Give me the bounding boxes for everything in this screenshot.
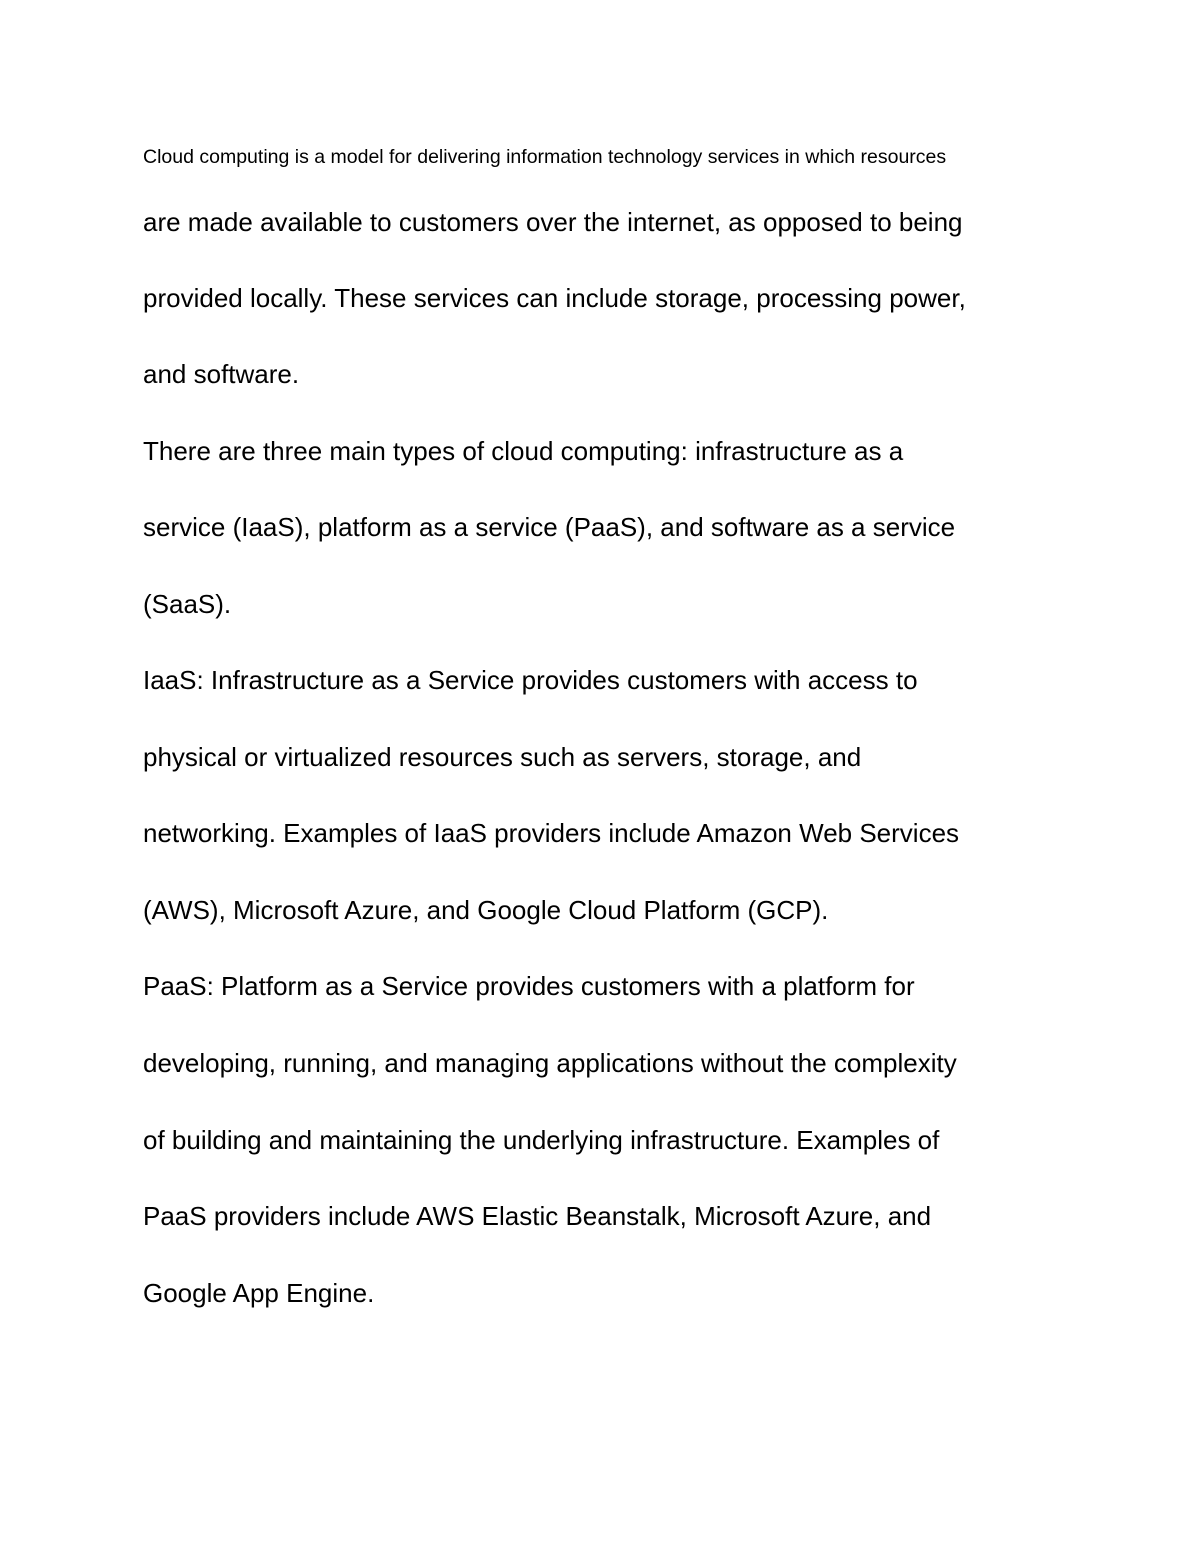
- text-line-4: and software.: [143, 359, 300, 389]
- text-line-3: provided locally. These services can include storage, processing power,: [143, 283, 966, 313]
- text-line-15: PaaS providers include AWS Elastic Beanstalk, Microsoft Azure, and: [143, 1201, 932, 1231]
- text-line-5: There are three main types of cloud computing: infrastructure as a: [143, 436, 904, 466]
- text-line-14: of building and maintaining the underlying infrastructure. Examples of: [143, 1125, 940, 1155]
- text-line-7: (SaaS).: [143, 589, 232, 619]
- text-line-11: (AWS), Microsoft Azure, and Google Cloud Platform (GCP).: [143, 895, 829, 925]
- text-line-9: physical or virtualized resources such as servers, storage, and: [143, 742, 862, 772]
- text-line-8: IaaS: Infrastructure as a Service provides customers with access to: [143, 665, 918, 695]
- text-line-12: PaaS: Platform as a Service provides customers with a platform for: [143, 971, 915, 1001]
- text-line-1: Cloud computing is a model for delivering information technology services in which resources: [143, 146, 947, 168]
- text-line-6: service (IaaS), platform as a service (PaaS), and software as a service: [143, 512, 956, 542]
- text-line-2: are made available to customers over the internet, as opposed to being: [143, 207, 963, 237]
- text-line-16: Google App Engine.: [143, 1278, 375, 1308]
- text-line-13: developing, running, and managing applications without the complexity: [143, 1048, 957, 1078]
- text-line-10: networking. Examples of IaaS providers include Amazon Web Services: [143, 818, 960, 848]
